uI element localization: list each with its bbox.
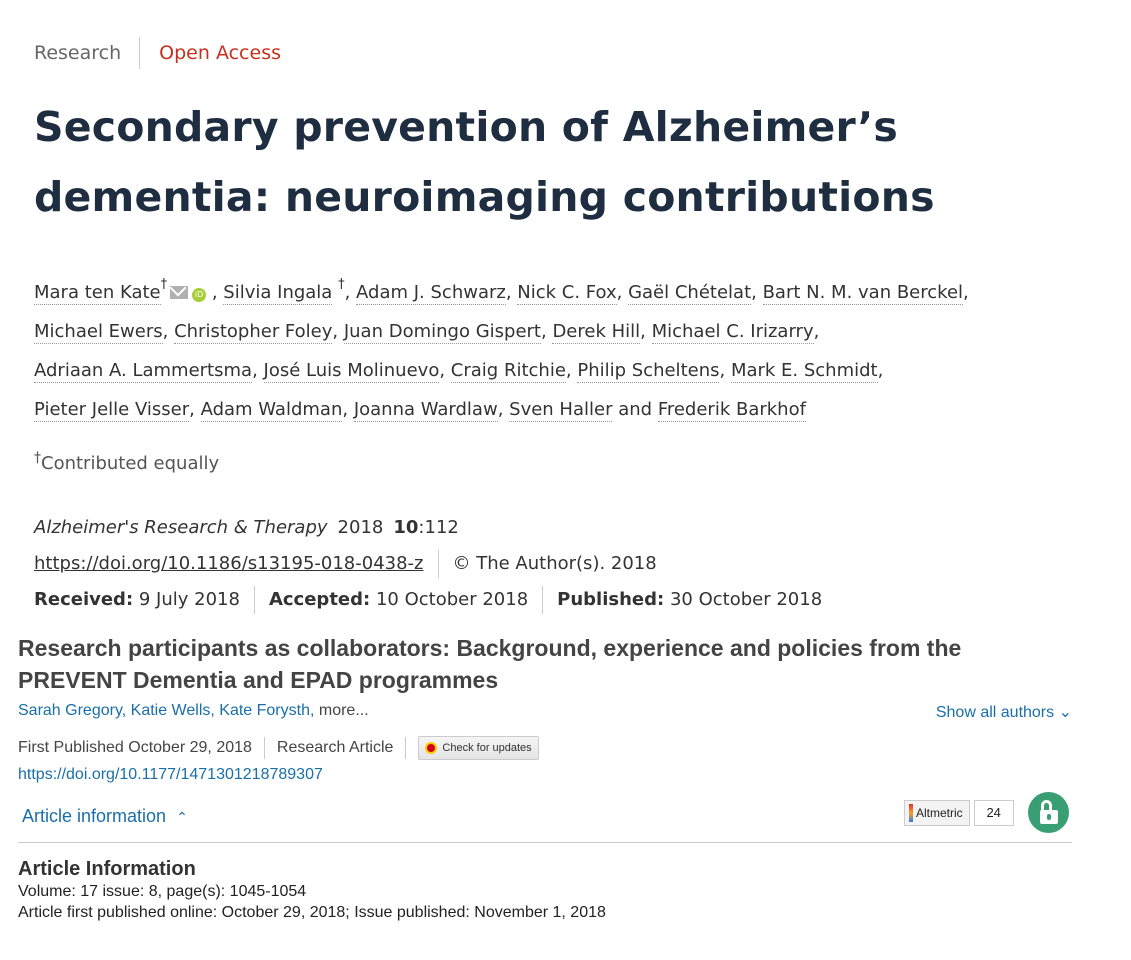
mail-icon[interactable] bbox=[170, 286, 188, 299]
author-link[interactable]: Michael Ewers bbox=[34, 321, 163, 342]
author-link[interactable]: Mara ten Kate bbox=[34, 282, 161, 303]
doi-link[interactable]: https://doi.org/10.1177/1471301218789307 bbox=[18, 766, 323, 783]
first-published: First Published October 29, 2018 bbox=[18, 739, 252, 756]
article-title: Research participants as collaborators: Background, experience and policies from the PREVENT Dementia and EPAD programmes bbox=[18, 635, 962, 693]
article-information-toggle[interactable] bbox=[22, 806, 188, 827]
article-header bbox=[34, 36, 1114, 610]
author-link[interactable]: Nick C. Fox bbox=[517, 282, 617, 303]
received-date: 9 July 2018 bbox=[138, 589, 240, 610]
altmetric-icon bbox=[909, 804, 913, 822]
author-link[interactable]: Kate Forysth bbox=[219, 702, 310, 719]
contributed-note bbox=[34, 450, 219, 474]
author-link[interactable]: Bart N. M. van Berckel bbox=[762, 282, 964, 303]
article-type: Research Article bbox=[276, 739, 394, 756]
accepted-label: Accepted: bbox=[268, 589, 371, 610]
check-updates-label: Check for updates bbox=[442, 742, 532, 754]
author-row: Sarah Gregory, Katie Wells, Kate Forysth, more... Show all authors ⌄ bbox=[18, 702, 1072, 721]
author-link[interactable]: Adam Waldman bbox=[200, 399, 343, 420]
published-date: 30 October 2018 bbox=[669, 589, 823, 610]
author-link[interactable]: Adam J. Schwarz bbox=[356, 282, 506, 303]
author-link[interactable]: Silvia Ingala bbox=[223, 282, 333, 303]
show-all-label: Show all authors bbox=[935, 704, 1055, 721]
contributed-text: Contributed equally bbox=[41, 453, 220, 474]
chevron-up-icon: ⌃ bbox=[176, 809, 188, 825]
divider bbox=[264, 737, 265, 759]
author-link[interactable]: Christopher Foley bbox=[174, 321, 333, 342]
altmetric-badge[interactable] bbox=[904, 800, 1014, 826]
open-lock-icon bbox=[1028, 792, 1069, 833]
divider bbox=[438, 550, 439, 578]
author-link[interactable]: José Luis Molinuevo bbox=[263, 360, 440, 381]
author-link[interactable]: Michael C. Irizarry bbox=[651, 321, 814, 342]
author-link[interactable]: Philip Scheltens bbox=[577, 360, 720, 381]
dates-line bbox=[34, 582, 822, 618]
article-type-row bbox=[34, 36, 1114, 70]
author-link[interactable]: Adriaan A. Lammertsma bbox=[34, 360, 253, 381]
author-list: Mara ten Kate†iD , Silvia Ingala †, Adam J. Schwarz, Nick C. Fox, Gaël Chételat, Bart N. M. van Berckel, Michael Ewers, Christopher Foley, Juan Domingo Gispert, Derek Hill, Michael C. Irizarry, Adriaan A. Lammertsma, José Luis Molinuevo, Craig Ritchie, Philip Scheltens, Mark E. Schmidt, Pieter Jelle Visser, Adam Waldman, Joanna Wardlaw, Sven Haller and Frederik Barkhof bbox=[34, 277, 969, 420]
altmetric-label-box bbox=[904, 800, 970, 826]
author-link[interactable]: Sarah Gregory bbox=[18, 702, 122, 719]
altmetric-count: 24 bbox=[974, 800, 1014, 826]
accepted-date: 10 October 2018 bbox=[375, 589, 529, 610]
author-link[interactable]: Derek Hill bbox=[552, 321, 641, 342]
author-link[interactable]: Gaël Chételat bbox=[628, 282, 752, 303]
check-updates-button[interactable] bbox=[418, 736, 538, 760]
journal-name: Alzheimer's Research & Therapy bbox=[34, 517, 328, 538]
copyright: © The Author(s). 2018 bbox=[452, 553, 657, 574]
author-link[interactable]: Sven Haller bbox=[509, 399, 613, 420]
lock-body bbox=[1040, 810, 1058, 824]
volume-line: Volume: 17 issue: 8, page(s): 1045-1054 bbox=[18, 883, 307, 900]
doi-link[interactable]: https://doi.org/10.1186/s13195-018-0438-z bbox=[34, 553, 424, 574]
altmetric-label: Altmetric bbox=[916, 806, 963, 820]
dagger-mark: † bbox=[34, 450, 41, 466]
article-information-heading: Article Information bbox=[18, 858, 196, 880]
citation-volume: 10 bbox=[393, 517, 419, 538]
article-information-panel bbox=[18, 858, 606, 923]
divider bbox=[542, 586, 543, 614]
author-link[interactable]: Katie Wells bbox=[130, 702, 211, 719]
article-number: :112 bbox=[418, 517, 459, 538]
open-access-label: Open Access bbox=[159, 42, 281, 64]
author-link[interactable]: Mark E. Schmidt bbox=[730, 360, 878, 381]
dagger-mark: † bbox=[338, 277, 345, 292]
divider bbox=[254, 586, 255, 614]
dagger-mark: † bbox=[160, 277, 168, 292]
more-authors-link[interactable]: more... bbox=[318, 702, 369, 719]
citation-year: 2018 bbox=[337, 517, 384, 538]
article-type: Research bbox=[34, 42, 122, 64]
author-link[interactable]: Joanna Wardlaw bbox=[353, 399, 498, 420]
toggle-label: Article information bbox=[22, 806, 167, 826]
section-divider bbox=[18, 842, 1072, 843]
show-all-authors-button[interactable] bbox=[936, 702, 1072, 722]
doi-line bbox=[34, 546, 822, 582]
author-link[interactable]: Juan Domingo Gispert bbox=[343, 321, 541, 342]
online-line: Article first published online: October 29, 2018; Issue published: November 1, 2018 bbox=[18, 904, 606, 921]
author-link[interactable]: Frederik Barkhof bbox=[657, 399, 806, 420]
orcid-icon[interactable]: iD bbox=[192, 288, 206, 302]
chevron-down-icon: ⌄ bbox=[1058, 704, 1072, 721]
divider bbox=[405, 737, 406, 759]
citation-block bbox=[34, 510, 822, 618]
publication-row bbox=[18, 736, 539, 760]
author-link[interactable]: Craig Ritchie bbox=[450, 360, 566, 381]
author-link[interactable]: Pieter Jelle Visser bbox=[34, 399, 190, 420]
and-word: and bbox=[618, 399, 653, 420]
published-label: Published: bbox=[557, 589, 665, 610]
page-title: Secondary prevention of Alzheimer’s dementia: neuroimaging contributions bbox=[34, 103, 935, 221]
received-label: Received: bbox=[34, 589, 134, 610]
check-updates-icon bbox=[425, 742, 437, 754]
citation-line bbox=[34, 510, 822, 546]
second-article bbox=[18, 632, 1078, 921]
